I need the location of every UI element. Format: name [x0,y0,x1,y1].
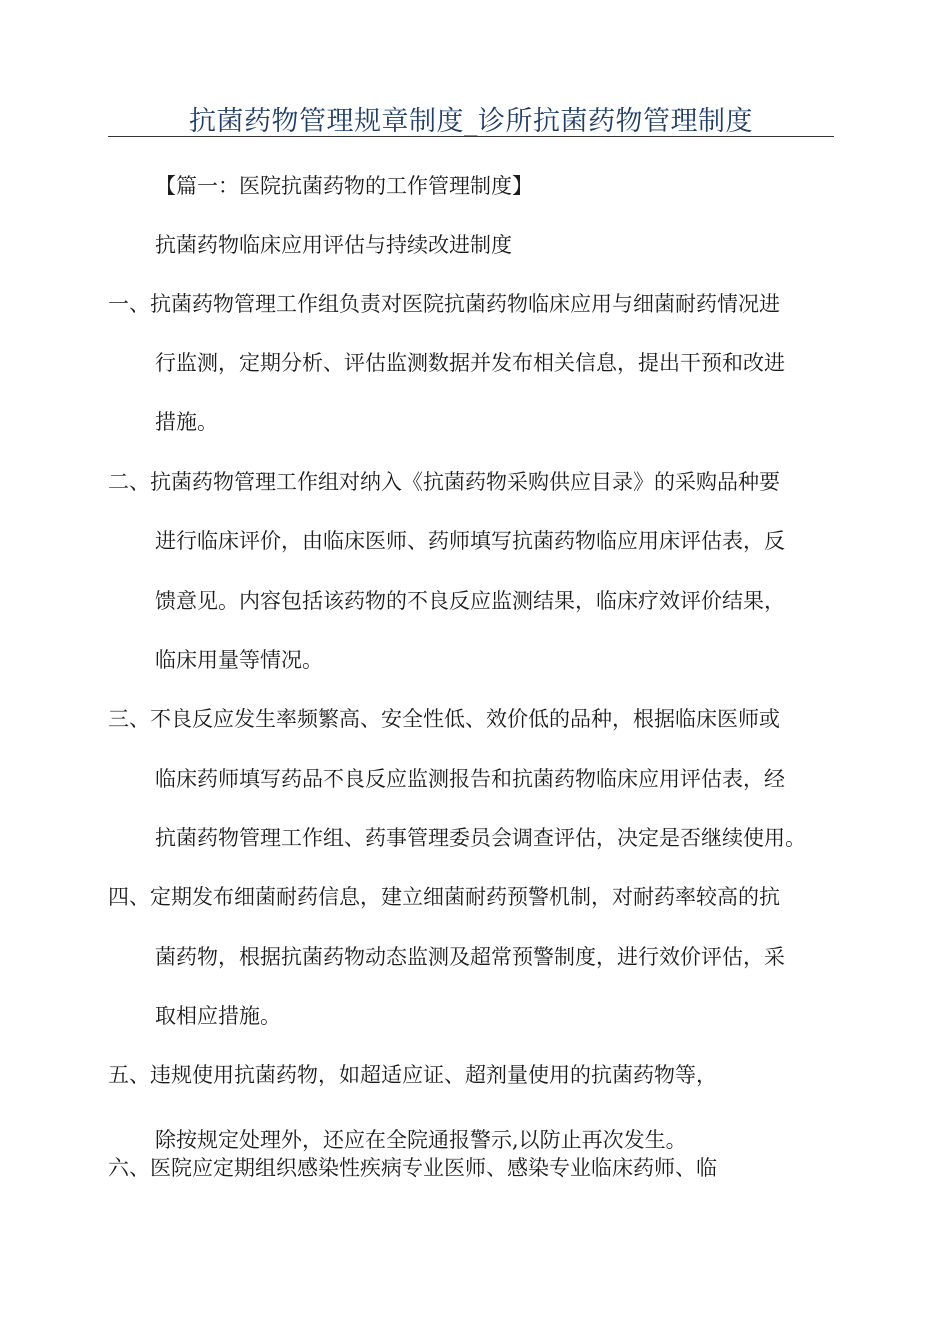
paragraph-line: 四、定期发布细菌耐药信息，建立细菌耐药预警机制，对耐药率较高的抗 [108,885,780,909]
paragraph-line: 除按规定处理外，还应在全院通报警示,以防止再次发生。 [155,1128,687,1152]
paragraph-line: 一、抗菌药物管理工作组负责对医院抗菌药物临床应用与细菌耐药情况进 [108,292,780,316]
section-heading: 【篇一：医院抗菌药物的工作管理制度】 [155,174,533,198]
paragraph-line: 菌药物，根据抗菌药物动态监测及超常预警制度，进行效价评估，采 [155,945,785,969]
paragraph-line: 措施。 [155,410,218,434]
document-subtitle: 抗菌药物临床应用评估与持续改进制度 [155,233,512,257]
paragraph-line: 六、医院应定期组织感染性疾病专业医师、感染专业临床药师、临 [108,1156,717,1180]
paragraph-line: 馈意见。内容包括该药物的不良反应监测结果，临床疗效评价结果， [155,589,785,613]
paragraph-line: 抗菌药物管理工作组、药事管理委员会调查评估，决定是否继续使用。 [155,826,806,850]
paragraph-line: 进行临床评价，由临床医师、药师填写抗菌药物临应用床评估表，反 [155,529,785,553]
paragraph-line: 行监测，定期分析、评估监测数据并发布相关信息，提出干预和改进 [155,351,785,375]
document-title: 抗菌药物管理规章制度_诊所抗菌药物管理制度 [189,106,753,137]
paragraph-line: 临床用量等情况。 [155,648,323,672]
paragraph-line: 临床药师填写药品不良反应监测报告和抗菌药物临床应用评估表，经 [155,767,785,791]
paragraph-line: 五、违规使用抗菌药物，如超适应证、超剂量使用的抗菌药物等， [108,1063,717,1087]
paragraph-line: 取相应措施。 [155,1004,281,1028]
paragraph-line: 三、不良反应发生率频繁高、安全性低、效价低的品种，根据临床医师或 [108,707,780,731]
paragraph-line: 二、抗菌药物管理工作组对纳入《抗菌药物采购供应目录》的采购品种要 [108,470,780,494]
title-underline [108,136,834,137]
